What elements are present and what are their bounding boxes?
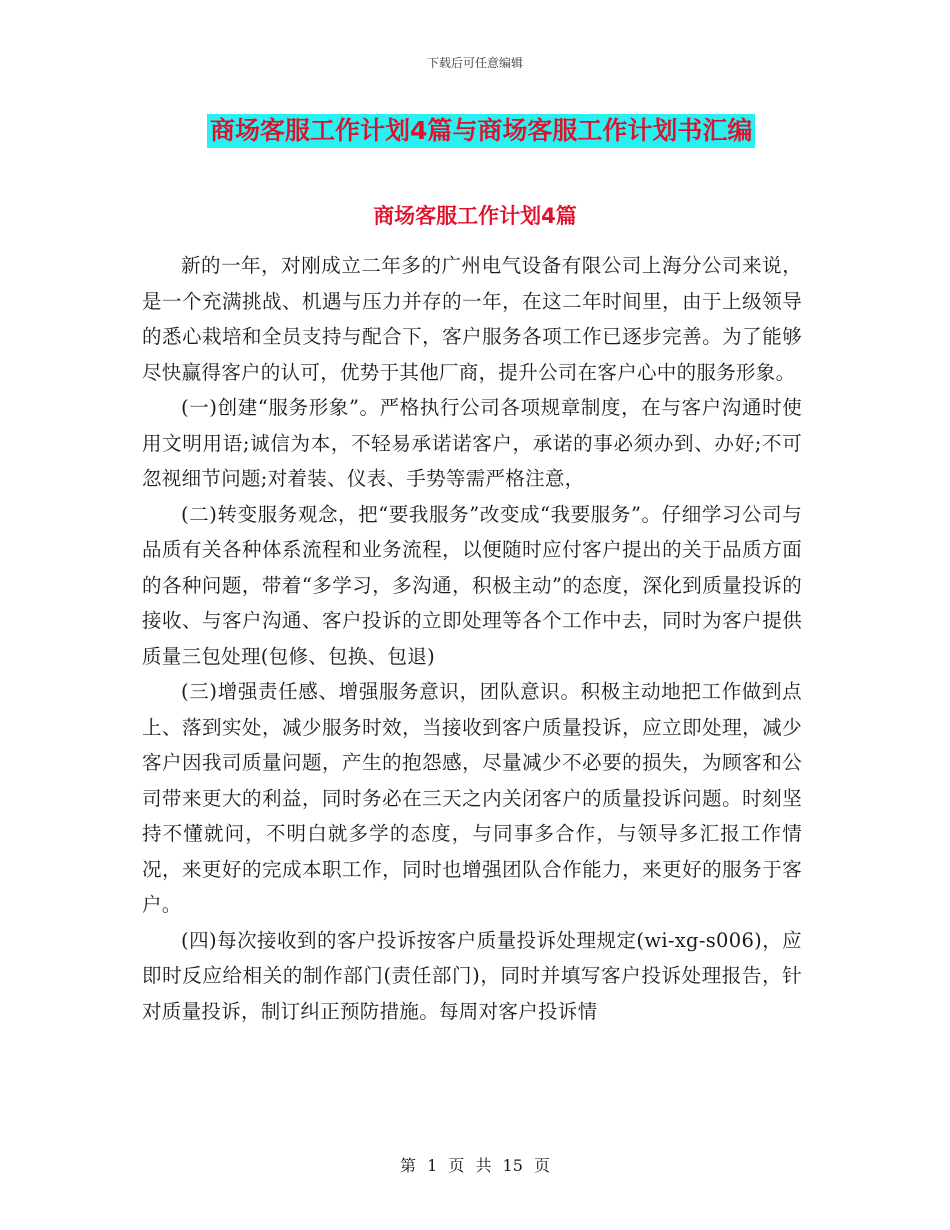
paragraph-item-3: (三)增强责任感、增强服务意识，团队意识。积极主动地把工作做到点上、落到实处，减少服务时效，当接收到客户质量投诉，应立即处理，减少客户因我司质量问题，产生的抱怨感，尽量减少不必要的损失，为顾客和公司带来更大的利益，同时务必在三天之内关闭客户的质量投诉问题。时刻坚持不懂就问，不明白就多学的态度，与同事多合作，与领导多汇报工作情况，来更好的完成本职工作，同时也增强团队合作能力，来更好的服务于客户。 (142, 680, 802, 916)
document-body (142, 248, 802, 1029)
paragraph-intro: 新的一年，对刚成立二年多的广州电气设备有限公司上海分公司来说，是一个充满挑战、机遇与压力并存的一年，在这二年时间里，由于上级领导的悉心栽培和全员支持与配合下，客户服务各项工作已逐步完善。为了能够尽快赢得客户的认可，优势于其他厂商，提升公司在客户心中的服务形象。 (142, 254, 802, 384)
paragraph-item-4: (四)每次接收到的客户投诉按客户质量投诉处理规定(wi-xg-s006)，应即时反应给相关的制作部门(责任部门)，同时并填写客户投诉处理报告，针对质量投诉，制订纠正预防措施。每周对客户投诉情 (142, 928, 802, 1023)
header-note: 下载后可任意编辑 (426, 56, 523, 70)
paragraph-item-1: (一)创建“服务形象”。严格执行公司各项规章制度，在与客户沟通时使用文明用语;诚信为本，不轻易承诺诺客户，承诺的事必须办到、办好;不可忽视细节问题;对着装、仪表、手势等需严格注意， (142, 396, 802, 490)
page-number-footer: 第 1 页 共 15 页 (400, 1156, 550, 1175)
document-title: 商场客服工作计划4篇与商场客服工作计划书汇编 (207, 114, 755, 148)
section-title: 商场客服工作计划4篇 (373, 204, 577, 228)
paragraph-item-2: (二)转变服务观念，把“要我服务”改变成“我要服务”。仔细学习公司与品质有关各种体系流程和业务流程，以便随时应付客户提出的关于品质方面的各种问题，带着“多学习，多沟通，积极主动”的态度，深化到质量投诉的接收、与客户沟通、客户投诉的立即处理等各个工作中去，同时为客户提供质量三包处理(包修、包换、包退) (142, 502, 802, 668)
